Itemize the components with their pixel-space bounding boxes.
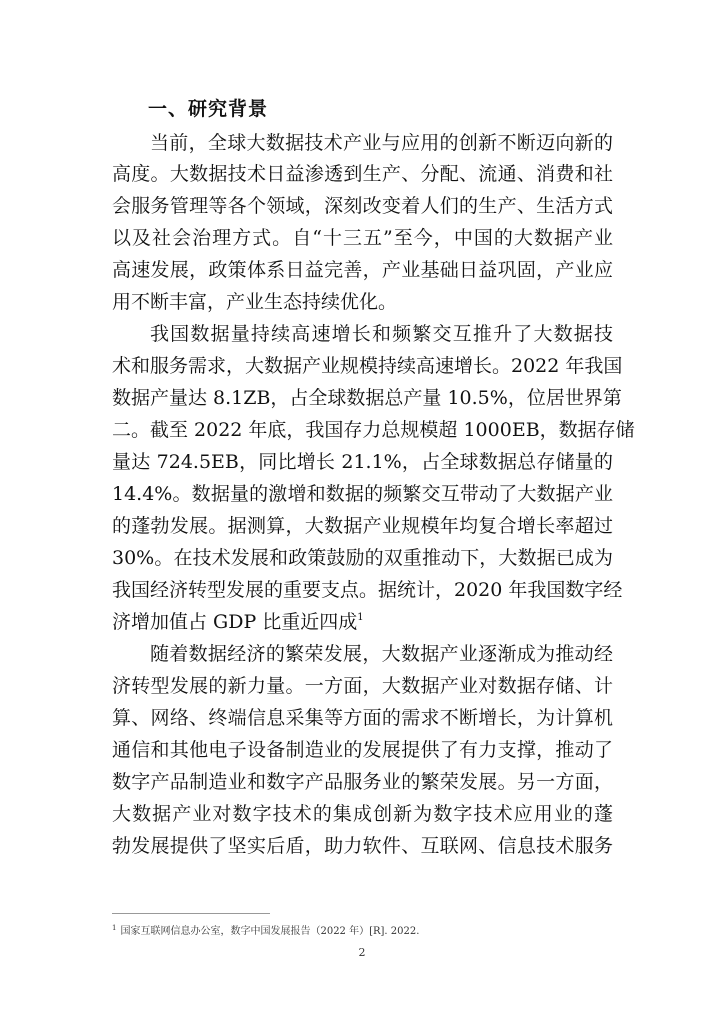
paragraph-line: 济转型发展的新力量。一方面，大数据产业对数据存储、计 (112, 675, 613, 697)
footnote-reference[interactable]: 1 (357, 612, 364, 623)
paragraph-line: 术和服务需求，大数据产业规模持续高速增长。2022 年我国 (112, 355, 623, 377)
paragraph-line: 以及社会治理方式。自“十三五”至今，中国的大数据产业 (112, 227, 613, 249)
paragraph-line: 当前，全球大数据技术产业与应用的创新不断迈向新的 (150, 132, 613, 154)
paragraph-line: 数据产量达 8.1ZB，占全球数据总产量 10.5%，位居世界第 (112, 387, 622, 409)
paragraph-line: 会服务管理等各个领域，深刻改变着人们的生产、生活方式 (112, 195, 613, 217)
paragraph-line: 我国经济转型发展的重要支点。据统计，2020 年我国数字经 (112, 579, 623, 601)
footnote-divider (112, 913, 270, 914)
footnote-text: 国家互联网信息办公室，数字中国发展报告（2022 年）[R]. 2022. (120, 926, 420, 937)
paragraph-line (112, 609, 613, 635)
footnote-marker: 1 (112, 924, 117, 932)
page-number: 2 (358, 946, 366, 959)
paragraph-line: 数字产品制造业和数字产品服务业的繁荣发展。另一方面， (112, 771, 613, 793)
section-heading: 一、研究背景 (148, 98, 269, 120)
paragraph-line: 高度。大数据技术日益渗透到生产、分配、流通、消费和社 (112, 163, 613, 185)
paragraph-line: 30%。在技术发展和政策鼓励的双重推动下，大数据已成为 (112, 547, 613, 569)
paragraph-line: 勃发展提供了坚实后盾，助力软件、互联网、信息技术服务 (112, 835, 613, 857)
paragraph-line: 高速发展，政策体系日益完善，产业基础日益巩固，产业应 (112, 259, 613, 281)
paragraph-line: 算、网络、终端信息采集等方面的需求不断增长，为计算机 (112, 707, 613, 729)
paragraph-line: 通信和其他电子设备制造业的发展提供了有力支撑，推动了 (112, 739, 613, 761)
paragraph-line: 量达 724.5EB，同比增长 21.1%，占全球数据总存储量的 (112, 451, 613, 473)
paragraph-line: 的蓬勃发展。据测算，大数据产业规模年均复合增长率超过 (112, 515, 613, 537)
paragraph-line: 14.4%。数据量的激增和数据的频繁交互带动了大数据产业 (112, 483, 613, 505)
footnote (112, 922, 612, 937)
paragraph-line: 二。截至 2022 年底，我国存力总规模超 1000EB，数据存储 (112, 419, 635, 441)
paragraph-line: 我国数据量持续高速增长和频繁交互推升了大数据技 (150, 323, 613, 345)
paragraph-line: 随着数据经济的繁荣发展，大数据产业逐渐成为推动经 (150, 643, 613, 665)
paragraph-line: 大数据产业对数字技术的集成创新为数字技术应用业的蓬 (112, 803, 613, 825)
paragraph-line-text: 济增加值占 GDP 比重近四成 (112, 611, 358, 633)
paragraph-line: 用不断丰富，产业生态持续优化。 (112, 291, 398, 313)
